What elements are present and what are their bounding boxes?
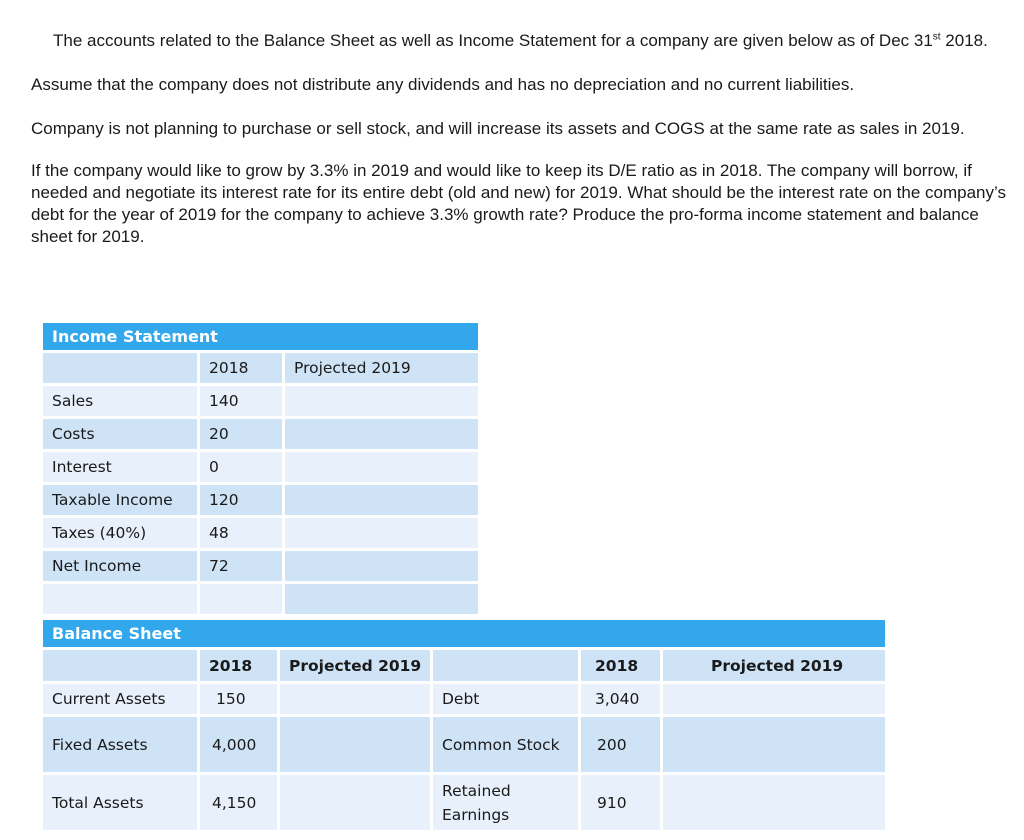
projected-cell[interactable] xyxy=(285,419,478,452)
row-label: Taxes (40%) xyxy=(43,518,200,551)
balance-sheet-header xyxy=(43,620,885,650)
table-row xyxy=(43,386,478,419)
table-row xyxy=(43,551,478,584)
balance-sheet-title: Balance Sheet xyxy=(43,620,885,650)
table-row xyxy=(43,353,478,386)
col-2018-header: 2018 xyxy=(581,650,663,684)
paragraph-question: If the company would like to grow by 3.3% in 2019 and would like to keep its D/E ratio as in 2018. The company will borrow, if needed and negotiate its interest rate for its entire debt (old and new) for 2019. What should be the interest rate on the company’s debt for the year of 2019 for the company to achieve 3.3% growth rate? Produce the pro-forma income statement and balance sheet for 2019. xyxy=(31,161,1006,246)
asset-value-2018: 150 xyxy=(200,684,280,717)
projected-cell[interactable] xyxy=(285,452,478,485)
liability-label: Debt xyxy=(433,684,581,717)
col-projected-header: Projected 2019 xyxy=(663,650,885,684)
liability-value-2018: 200 xyxy=(581,717,663,775)
paragraph-intro: The accounts related to the Balance Sheet as well as Income Statement for a company are given below as of Dec 31st 2018. xyxy=(53,31,988,50)
asset-label: Total Assets xyxy=(43,775,200,833)
paragraph-assumption: Assume that the company does not distribute any dividends and has no depreciation and no current liabilities. xyxy=(31,75,855,94)
projected-cell[interactable] xyxy=(663,684,885,717)
value-2018: 0 xyxy=(200,452,285,485)
liability-label: Common Stock xyxy=(433,717,581,775)
balance-sheet-table xyxy=(43,620,885,833)
value-2018: 72 xyxy=(200,551,285,584)
col-projected-header: Projected 2019 xyxy=(280,650,433,684)
table-row xyxy=(43,452,478,485)
projected-cell[interactable] xyxy=(285,485,478,518)
table-row xyxy=(43,684,885,717)
row-label: Net Income xyxy=(43,551,200,584)
asset-label: Fixed Assets xyxy=(43,717,200,775)
projected-cell[interactable] xyxy=(285,551,478,584)
row-label: Sales xyxy=(43,386,200,419)
asset-value-2018: 4,150 xyxy=(200,775,280,833)
liability-value-2018: 3,040 xyxy=(581,684,663,717)
liability-value-2018: 910 xyxy=(581,775,663,833)
projected-cell[interactable] xyxy=(663,775,885,833)
table-row xyxy=(43,518,478,551)
projected-cell[interactable] xyxy=(663,717,885,775)
projected-cell[interactable] xyxy=(280,717,433,775)
liability-label: Retained Earnings xyxy=(433,775,581,833)
row-label: Taxable Income xyxy=(43,485,200,518)
table-row xyxy=(43,584,478,617)
table-row xyxy=(43,419,478,452)
row-label: Interest xyxy=(43,452,200,485)
projected-cell[interactable] xyxy=(285,584,478,617)
income-statement-header xyxy=(43,323,478,353)
value-2018: 120 xyxy=(200,485,285,518)
row-label: Costs xyxy=(43,419,200,452)
projected-cell[interactable] xyxy=(280,684,433,717)
projected-cell[interactable] xyxy=(285,518,478,551)
value-2018: 20 xyxy=(200,419,285,452)
col-2018-header: 2018 xyxy=(200,353,285,386)
asset-value-2018: 4,000 xyxy=(200,717,280,775)
asset-label: Current Assets xyxy=(43,684,200,717)
col-2018-header: 2018 xyxy=(200,650,280,684)
col-projected-header: Projected 2019 xyxy=(285,353,478,386)
value-2018: 48 xyxy=(200,518,285,551)
income-statement-title: Income Statement xyxy=(43,323,478,353)
paragraph-stock: Company is not planning to purchase or sell stock, and will increase its assets and COGS at the same rate as sales in 2019. xyxy=(31,119,965,138)
table-row xyxy=(43,485,478,518)
income-statement-table xyxy=(43,323,478,617)
projected-cell[interactable] xyxy=(285,386,478,419)
table-row xyxy=(43,650,885,684)
problem-text xyxy=(31,30,1016,248)
projected-cell[interactable] xyxy=(280,775,433,833)
table-row xyxy=(43,775,885,833)
value-2018: 140 xyxy=(200,386,285,419)
table-row xyxy=(43,717,885,775)
